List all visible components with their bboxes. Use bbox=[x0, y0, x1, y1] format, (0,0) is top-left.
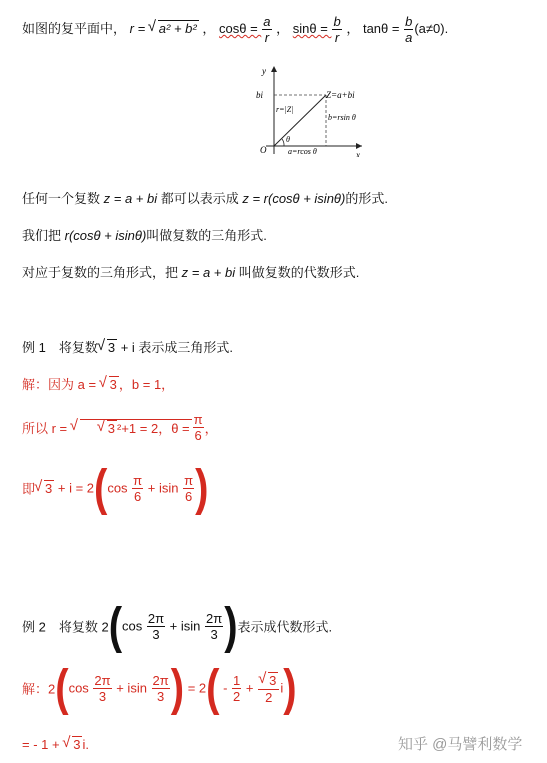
x-axis-label: x bbox=[356, 150, 360, 157]
paragraph-3: 对应于复数的三角形式，把 z = a + bi 叫做复数的代数形式. bbox=[22, 265, 360, 280]
example-2-final: = - 1 + √ 3 i. bbox=[22, 736, 89, 753]
tan-frac: $\frac{b}{a}$ bbox=[405, 14, 413, 45]
bi-label: bi bbox=[256, 90, 264, 100]
paragraph-1: 任何一个复数 z = a + bi 都可以表示成 z = r(cosθ + isinθ)的形式. bbox=[22, 191, 388, 206]
paragraph-2: 我们把 r(cosθ + isinθ)叫做复数的三角形式. bbox=[22, 228, 267, 243]
example-2-step-1: 解：2(cos $\frac{2\pi}{3}$ + isin $\frac{2\pi}{3}$ ) = 2( - $\frac{1}{2}$ + √ $\frac{3}{2}$ i) bbox=[22, 668, 297, 708]
theta-frac: $\frac{\pi}{6}$ bbox=[193, 412, 203, 443]
tan-def: tanθ = bbox=[362, 20, 404, 36]
r-label: r=|Z| bbox=[276, 105, 294, 114]
intro-lead: 如图的复平面中， bbox=[22, 20, 127, 36]
comma: ， bbox=[276, 20, 290, 36]
theta-label: θ bbox=[286, 135, 290, 144]
watermark: 知乎 @马譬利数学 bbox=[398, 736, 523, 753]
complex-plane-diagram bbox=[238, 62, 368, 157]
example-1-title: 例 1 将复数√ 3 + i 表示成三角形式. bbox=[22, 337, 233, 356]
example-2-title: 例 2 将复数 2(cos $\frac{2\pi}{3}$ + isin $\frac{2\pi}{3}$ )表示成代数形式. bbox=[22, 598, 333, 654]
comma: ， bbox=[202, 20, 216, 36]
example-1-step-1: 解：因为 a = √ 3 ，b = 1， bbox=[22, 374, 174, 393]
comma: ， bbox=[346, 20, 360, 36]
z-label: Z=a+bi bbox=[326, 90, 355, 100]
sin-def: sinθ = bbox=[292, 20, 332, 36]
y-axis-label: y bbox=[262, 66, 266, 76]
sin-frac: $\frac{b}{r}$ bbox=[333, 14, 341, 45]
r-radicand: √ a² + b² bbox=[158, 20, 199, 37]
tan-cond: (a≠0). bbox=[414, 20, 449, 36]
cos-def: cosθ = bbox=[219, 20, 262, 36]
cos-frac: $\frac{a}{r}$ bbox=[263, 14, 271, 45]
acos-label: a=rcos θ bbox=[288, 147, 317, 156]
intro-line bbox=[22, 14, 448, 45]
r-eq: r = bbox=[129, 20, 149, 36]
bsin-label: b=rsin θ bbox=[328, 113, 356, 122]
example-1-step-3: 即√ 3 + i = 2(cos $\frac{\pi}{6}$ + isin $\frac{\pi}{6}$ ) bbox=[22, 468, 208, 508]
origin-label: O bbox=[260, 145, 267, 155]
example-1-step-2: 所以 r = √ √ 3 ²+1 = 2，θ = $\frac{\pi}{6}$ ， bbox=[22, 412, 218, 443]
